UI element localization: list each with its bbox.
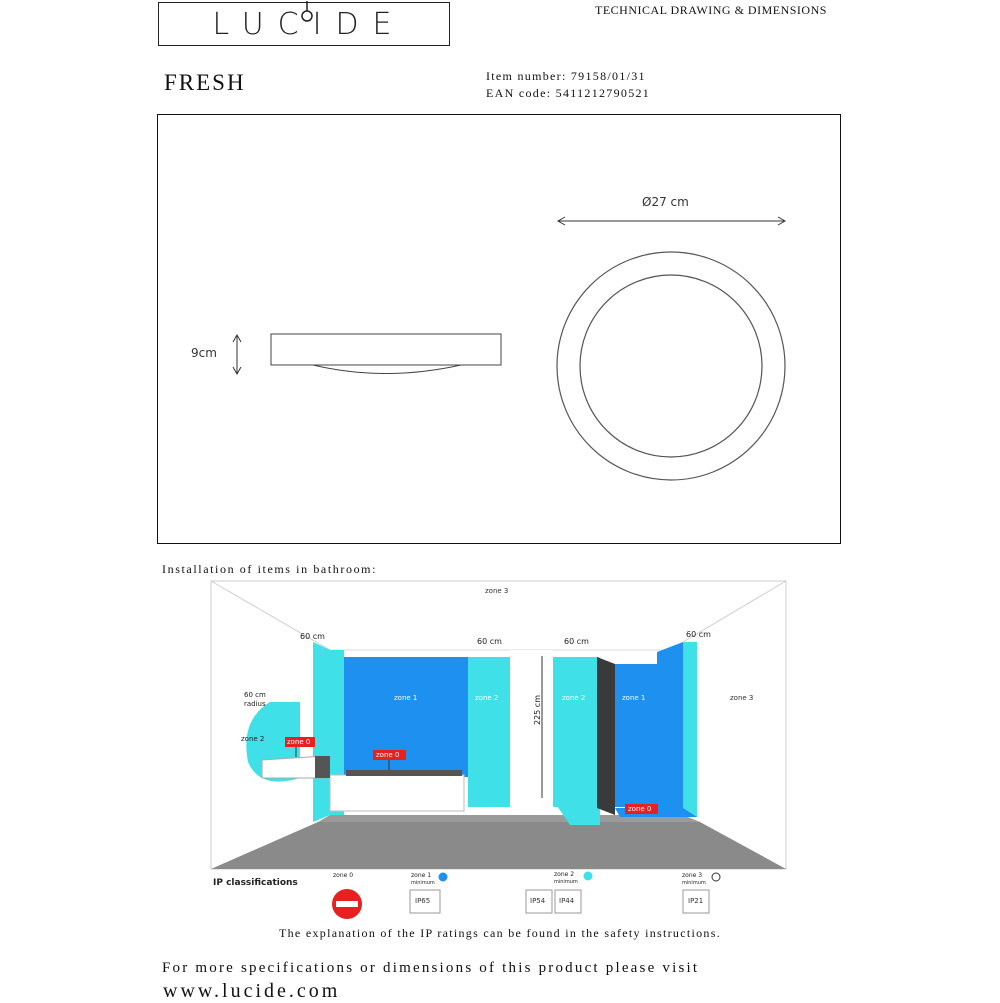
zone1-dot-icon [439,873,447,881]
zone2-right [553,657,599,807]
ip-zone2-label: zone 2 [554,871,575,878]
ip-zone3-min: minimum [682,880,706,886]
ip65-label: IP65 [415,897,431,905]
item-number: Item number: 79158/01/31 [486,69,646,83]
ip-zone1-label: zone 1 [411,872,432,879]
ip21-label: IP21 [688,897,704,905]
ip-zone1-min: minimum [411,880,435,886]
website-link[interactable]: www.lucide.com [163,980,341,1002]
zone1-right [615,664,657,807]
shower-glass [597,657,615,815]
height-label: 9cm [191,346,217,360]
zone3-top-label: zone 3 [485,587,509,595]
zone3-dot-icon [712,873,720,881]
ip-zone3-label: zone 3 [682,872,703,879]
product-name: FRESH [164,70,246,95]
zone2-right-label: zone 2 [562,694,586,702]
ip54-label: IP54 [530,897,546,905]
installation-title: Installation of items in bathroom: [162,562,378,576]
dim-60-midright: 60 cm [564,637,589,646]
ip-zone0-label: zone 0 [333,872,354,879]
dim-60-right: 60 cm [686,630,711,639]
ip-ratings-note: The explanation of the IP ratings can be found in the safety instructions. [279,926,721,940]
brand-logo-text: LUCIDE [212,6,406,42]
zone2-sink-label: zone 2 [241,735,265,743]
dim-60-midleft: 60 cm [477,637,502,646]
zone0-shower-label: zone 0 [628,805,652,813]
height-225-label: 225 cm [533,694,542,725]
zone2-dot-icon [584,872,592,880]
zone2-left-column [313,642,330,822]
document-type: TECHNICAL DRAWING & DIMENSIONS [595,3,827,17]
ip44-label: IP44 [559,897,575,905]
dim-60-left: 60 cm [300,632,325,641]
bathtub [330,775,464,811]
zone0-sink-label: zone 0 [287,738,311,746]
zone1-right-label: zone 1 [622,694,646,702]
zone1-left-label: zone 1 [394,694,418,702]
diameter-label: Ø27 cm [642,195,689,209]
ip-zone2-min: minimum [554,879,578,885]
zone3-right-label: zone 3 [730,694,754,702]
zone0-bath-label: zone 0 [376,751,400,759]
radius-label: 60 cm radius [244,691,266,708]
more-info-text: For more specifications or dimensions of this product please visit [162,960,700,976]
ean-code: EAN code: 5411212790521 [486,86,651,100]
ip-classifications-title: IP classifications [213,878,298,888]
zone2-left [468,657,510,807]
zone2-left-label: zone 2 [475,694,499,702]
